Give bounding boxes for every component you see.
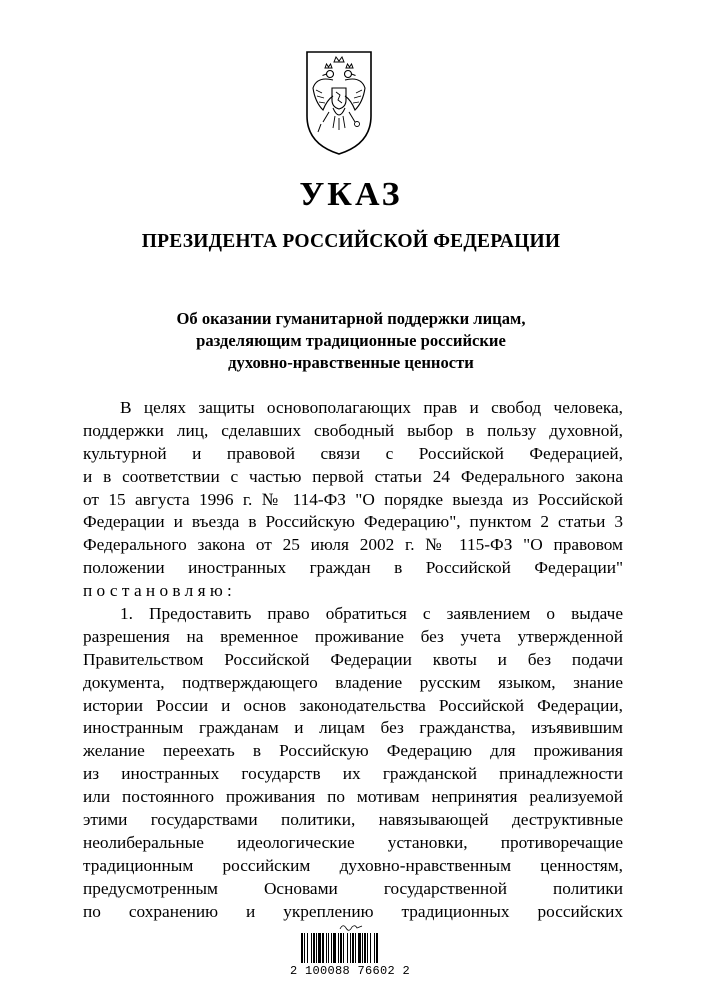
barcode-bar [318,933,321,963]
body-line: из иностранных государств их гражданской принадлежности [83,764,623,784]
body-line: разрешения на временное проживание без учета утвержденной [83,626,623,646]
body-line: иностранным гражданам и лицам без гражданства, изъявившим [83,718,623,738]
document-title: УКАЗ [299,176,403,213]
body-line: документа, подтверждающего владение русским языком, знание [83,672,623,692]
body-line: поддержки лиц, сделавших свободный выбор в пользу духовной, [83,420,623,440]
heading-line: разделяющим традиционные российские [196,331,506,350]
signature-mark [339,919,363,929]
barcode-bar [301,933,303,963]
barcode-bar [347,933,348,963]
barcode-bar [307,933,308,963]
barcode-bar [376,933,378,963]
decree-heading [0,308,702,374]
barcode-number: 2 100088 76602 2 [289,964,411,978]
body-line: этими государствами политики, навязывающей деструктивные [83,810,623,830]
barcode-bar [316,933,317,963]
barcode-icon [300,933,400,963]
body-line: желание переехать в Российскую Федерацию для проживания [83,741,623,761]
barcode-bar [322,933,324,963]
barcode-bar [350,933,351,963]
barcode-bar [326,933,327,963]
barcode-bar [374,933,375,963]
barcode-bar [370,933,371,963]
barcode-bar [313,933,315,963]
barcode-bar [352,933,354,963]
resolution-word: постановляю: [83,581,237,601]
body-line: Федерального закона от 25 июля 2002 г. № 115-ФЗ "О правовом [83,535,623,555]
body-line: или постоянного проживания по мотивам непринятия реализуемой [83,787,623,807]
signature-scribble-icon [339,922,363,932]
barcode-bar [343,933,344,963]
body-line: 1. Предоставить право обратиться с заявлением о выдаче [120,604,623,624]
barcode-bar [311,933,312,963]
heading-line: духовно-нравственные ценности [228,353,474,372]
body-line: Федерации и въезда в Российскую Федерацию", пунктом 2 статьи 3 [83,512,623,532]
barcode-bar [338,933,339,963]
body-line: Правительством Российской Федерации квоты и без подачи [83,649,623,669]
barcode-bar [364,933,366,963]
body-line: истории России и основ законодательства Российской Федерации, [83,695,623,715]
barcode-bar [331,933,332,963]
coat-of-arms-icon [303,50,375,156]
barcode-bar [304,933,305,963]
barcode-bar [355,933,356,963]
barcode-bar [367,933,368,963]
body-line: положении иностранных граждан в Российской Федерации" [83,558,623,578]
barcode-bar [333,933,336,963]
barcode [300,933,400,963]
barcode-bar [358,933,361,963]
decree-body [83,397,623,923]
body-line: культурной и правовой связи с Российской Федерацией, [83,443,623,463]
barcode-bar [340,933,342,963]
body-line: от 15 августа 1996 г. № 114-ФЗ "О порядке выезда из Российской [83,489,623,509]
body-line: предусмотренным Основами государственной политики [83,878,623,898]
coat-of-arms-emblem [303,50,375,156]
heading-line: Об оказании гуманитарной поддержки лицам, [176,309,526,328]
body-line: и в соответствии с частью первой статьи 24 Федерального закона [83,466,623,486]
body-line: по сохранению и укреплению традиционных российских [83,901,623,921]
body-line: В целях защиты основополагающих прав и свобод человека, [120,398,623,417]
barcode-bar [328,933,329,963]
barcode-bar [362,933,363,963]
body-line: традиционным российским духовно-нравственным ценностям, [83,855,623,875]
body-line: неолиберальные идеологические установки, противоречащие [83,832,623,852]
document-subtitle: ПРЕЗИДЕНТА РОССИЙСКОЙ ФЕДЕРАЦИИ [141,231,561,252]
